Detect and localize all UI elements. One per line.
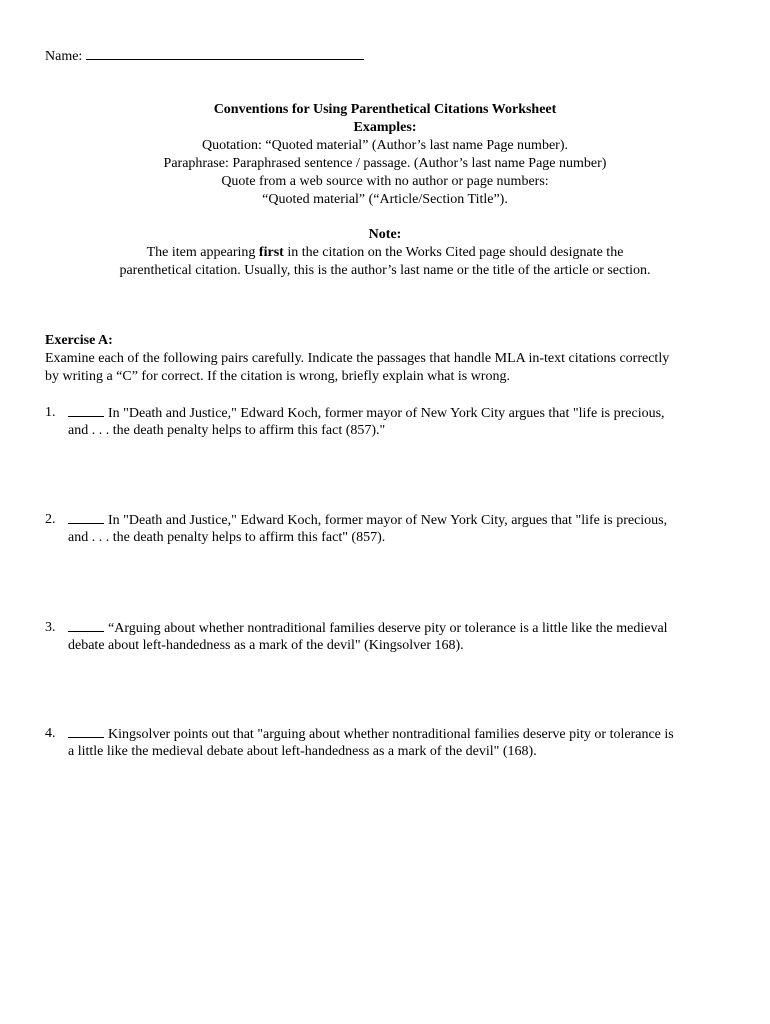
- example-paraphrase: Paraphrase: Paraphrased sentence / passage. (Author’s last name Page number): [163, 156, 607, 171]
- note-line-1-pre: The item appearing: [146, 245, 259, 260]
- item-number: 4.: [45, 726, 56, 741]
- name-field-row: [45, 47, 364, 66]
- answer-blank[interactable]: [68, 725, 104, 738]
- item-text: [68, 619, 728, 655]
- exercise-label: Exercise A:: [45, 333, 113, 348]
- answer-blank[interactable]: [68, 619, 104, 632]
- note-label: Note:: [368, 227, 402, 242]
- example-web-source-format: “Quoted material” (“Article/Section Title”).: [262, 192, 508, 207]
- item-number: 2.: [45, 512, 56, 527]
- item-line-1: In "Death and Justice," Edward Koch, former mayor of New York City, argues that "life is precious,: [108, 513, 668, 528]
- note-line-1-post: in the citation on the Works Cited page should designate the: [283, 245, 624, 260]
- item-text: [68, 511, 728, 547]
- name-blank-line: [86, 47, 364, 60]
- answer-blank[interactable]: [68, 404, 104, 417]
- exercise-instructions-line-1: Examine each of the following pairs carefully. Indicate the passages that handle MLA in-text citations correctly: [45, 351, 670, 366]
- note-line-1: [40, 244, 730, 262]
- worksheet-header: [40, 101, 730, 209]
- example-quotation: Quotation: “Quoted material” (Author’s last name Page number).: [202, 138, 568, 153]
- examples-label: Examples:: [353, 120, 417, 135]
- item-line-2: a little like the medieval debate about left-handedness as a mark of the devil" (168).: [68, 744, 537, 759]
- exercise-a-section: [45, 332, 735, 386]
- item-line-2: debate about left-handedness as a mark of the devil" (Kingsolver 168).: [68, 638, 464, 653]
- example-web-source: Quote from a web source with no author or page numbers:: [221, 174, 549, 189]
- item-number: 1.: [45, 405, 56, 420]
- note-section: [40, 226, 730, 280]
- item-number: 3.: [45, 620, 56, 635]
- worksheet-title: Conventions for Using Parenthetical Citations Worksheet: [213, 102, 557, 117]
- item-line-2: and . . . the death penalty helps to affirm this fact" (857).: [68, 530, 386, 545]
- item-line-1: Kingsolver points out that "arguing about whether nontraditional families deserve pity or tolerance is: [108, 727, 674, 742]
- item-text: [68, 404, 728, 440]
- answer-blank[interactable]: [68, 511, 104, 524]
- item-line-2: and . . . the death penalty helps to affirm this fact (857).": [68, 423, 386, 438]
- note-emphasis: first: [258, 245, 284, 260]
- item-line-1: In "Death and Justice," Edward Koch, former mayor of New York City argues that "life is precious,: [108, 406, 665, 421]
- name-label: Name:: [45, 49, 83, 64]
- item-line-1: “Arguing about whether nontraditional families deserve pity or tolerance is a little like the medieval: [108, 621, 668, 636]
- note-line-2: parenthetical citation. Usually, this is the author’s last name or the title of the article or section.: [119, 263, 651, 278]
- exercise-instructions-line-2: by writing a “C” for correct. If the citation is wrong, briefly explain what is wrong.: [45, 369, 510, 384]
- item-text: [68, 725, 728, 761]
